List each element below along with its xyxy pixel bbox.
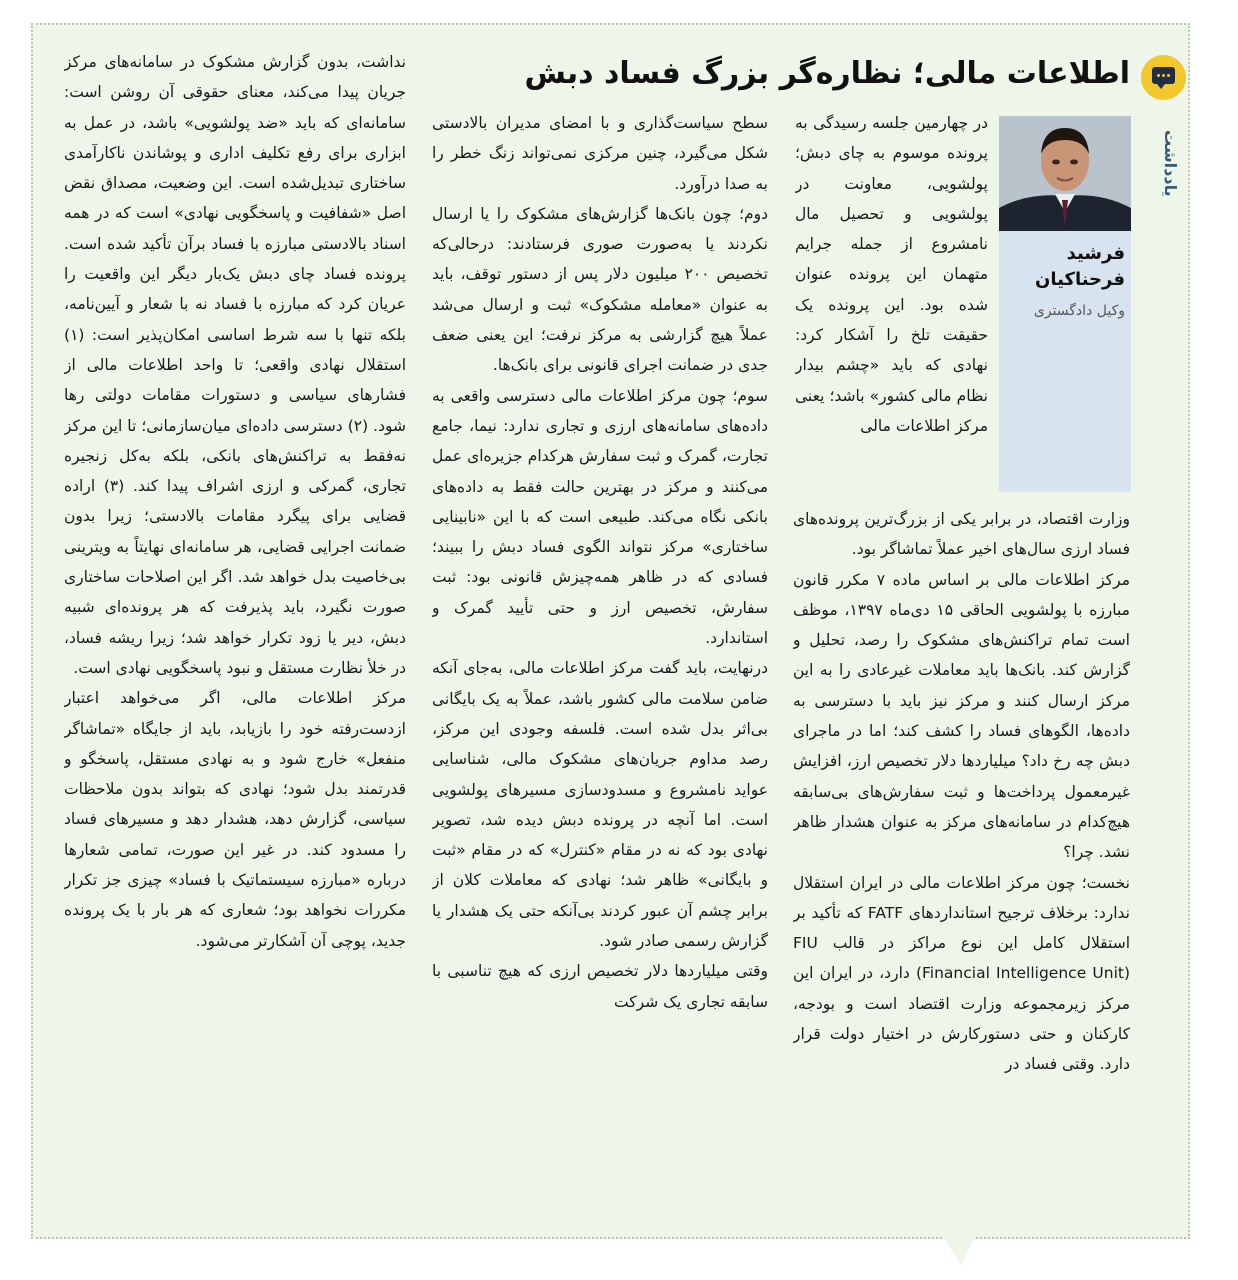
paragraph: مرکز اطلاعات مالی بر اساس ماده ۷ مکرر قانون مبارزه با پولشویی الحاقی ۱۵ دی‌ماه ۱۳۹۷، موظف است تمام تراکنش‌های مشکوک را رصد، تحلیل و گزارش کند. بانک‌ها باید معاملات غیرعادی را به این مرکز ارسال کنند و مرکز نیز باید با دسترسی به داده‌ها، الگوهای فساد را کشف کند؛ اما در ماجرای دبش چه رخ داد؟ میلیاردها دلار تخصیص ارز، افزایش غیرمعمول پرداخت‌ها و ثبت سفارش‌های بی‌سابقه هیچ‌کدام در سامانه‌های مرکز به عنوان هشدار ظاهر نشد. چرا؟ [793,570,1130,862]
paragraph: نخست؛ چون مرکز اطلاعات مالی در ایران استقلال ندارد: برخلاف ترجیح استانداردهای FATF که تأکید بر استقلال کامل این نوع مراکز در قالب FIU (Financial Intelligence Unit) دارد، در ایران این مرکز زیرمجموعه وزارت اقتصاد است و بودجه، کارکنان و حتی دستورکارش در اختیار دولت قرار دارد. وقتی فساد در [793,873,1130,1074]
chat-bubble-icon [1141,55,1186,100]
paragraph: درنهایت، باید گفت مرکز اطلاعات مالی، به‌جای آنکه ضامن سلامت مالی کشور باشد، عملاً به یک بایگانی بی‌اثر بدل شده است. فلسفه وجودی این مرکز، رصد مداوم جریان‌های مشکوک مالی، شناسایی عواید نامشروع و مسدودسازی مسیرهای پولشویی است. اما آنچه در پرونده دبش دیده شد، تصویر نهادی بود که نه در مقام «کنترل» که در مقام «ثبت و بایگانی» ظاهر شد؛ نهادی که معاملات کلان از برابر چشم آن عبور کردند بی‌آنکه حتی یک هشدار یا گزارش رسمی صادر شود. [432,659,768,951]
author-box [999,116,1131,492]
column-3 [64,47,406,1199]
paragraph: نداشت، بدون گزارش مشکوک در سامانه‌های مرکز جریان پیدا می‌کند، معنای حقوقی آن روشن است: سامانه‌ای که باید «ضد پولشویی» باشد، در عمل به ابزاری برای رفع تکلیف اداری و پوشاندن ناکارآمدی ساختاری تبدیل‌شده است. این وضعیت، مصداق نقض اصل «شفافیت و پاسخگویی نهادی» است که در همه اسناد بالادستی مبارزه با فساد برآن تأکید شده است. پرونده فساد چای دبش یک‌بار دیگر این واقعیت را عریان کرد که مبارزه با فساد نه با شعار و آیین‌نامه، بلکه تنها با سه شرط اساسی امکان‌پذیر است: (۱) استقلال نهادی واقعی؛ تا واحد اطلاعات مالی از فشارهای سیاسی و دستورات مقامات دولتی رها شود. (۲) دسترسی داده‌ای میان‌سازمانی؛ تا این مرکز نه‌فقط به تراکنش‌های بانکی، بلکه به‌کل زنجیره تجاری، گمرکی و ارزی اشراف پیدا کند. (۳) اراده قضایی برای پیگرد مقامات بالادستی؛ زیرا بدون ضمانت اجرایی قضایی، هر سامانه‌ای نهایتاً به ویترینی بی‌خاصیت بدل خواهد شد. اگر این اصلاحات ساختاری صورت نگیرد، باید پذیرفت که هر پرونده‌ای شبیه دبش، دیر یا زود تکرار خواهد شد؛ زیرا ریشه فساد، در خلأ نظارت مستقل و نبود پاسخگویی نهادی است. [64,53,406,677]
paragraph: در چهارمین جلسه رسیدگی به پرونده موسوم به چای دبش؛ پولشویی، معاونت در پولشویی و تحصیل مال نامشروع از جمله جرایم متهمان این پرونده عنوان شده بود. این پرونده یک حقیقت تلخ را آشکار کرد: نهادی که باید «چشم بیدار نظام مالی کشور» باشد؛ یعنی مرکز اطلاعات مالی [795,114,988,435]
paragraph: وزارت اقتصاد، در برابر یکی از بزرگ‌ترین پرونده‌های فساد ارزی سال‌های اخیر عملاً تماشاگر بود. [793,510,1130,559]
paragraph: سطح سیاست‌گذاری و با امضای مدیران بالادستی شکل می‌گیرد، چنین مرکزی نمی‌تواند زنگ خطر را به صدا درآورد. [432,114,768,193]
article-headline: اطلاعات مالی؛ نظاره‌گر بزرگ فساد دبش [524,56,1130,91]
section-tag: یادداشت [1161,129,1180,197]
paragraph: دوم؛ چون بانک‌ها گزارش‌های مشکوک را یا ارسال نکردند یا به‌صورت صوری فرستادند: درحالی‌که تخصیص ۲۰۰ میلیون دلار پس از دستور توقف، باید به عنوان «معامله مشکوک» ثبت و ارسال می‌شد عملاً هیچ گزارشی به مرکز نرفت؛ این یعنی ضعف جدی در ضمانت اجرای قانونی برای بانک‌ها. [432,204,768,375]
paragraph: مرکز اطلاعات مالی، اگر می‌خواهد اعتبار ازدست‌رفته خود را بازیابد، باید از جایگاه «تماشاگر منفعل» خارج شود و به نهادی مستقل، پاسخگو و قدرتمند بدل شود؛ نهادی که بتواند بدون ملاحظات سیاسی، گزارش دهد، هشدار دهد و مسیرهای فساد را مسدود کند. در غیر این صورت، تمامی شعارها درباره «مبارزه سیستماتیک با فساد» چیزی جز تکرار مکررات نخواهد بود؛ شعاری که هر بار با یک پرونده جدید، پوچی آن آشکارتر می‌شود. [64,689,406,950]
author-name: فرشید فرحناکیان [1035,243,1125,290]
paragraph: وقتی میلیاردها دلار تخصیص ارزی که هیچ تناسبی با سابقه تجاری یک شرکت [432,962,768,1011]
card-tail [943,1236,975,1266]
author-role: وکیل دادگستری [1033,303,1125,319]
column-2 [432,108,768,1198]
author-photo [999,116,1131,231]
column-1 [793,504,1130,1198]
column-1-intro [795,108,988,504]
paragraph: سوم؛ چون مرکز اطلاعات مالی دسترسی واقعی به داده‌های سامانه‌های ارزی و تجاری ندارد: نیما، جامع تجارت، گمرک و ثبت سفارش هرکدام جزیره‌ای عمل می‌کنند و مرکز در بهترین حالت فقط به داده‌های بانکی نگاه می‌کند. طبیعی است که با این «نابینایی ساختاری» مرکز نتواند الگوی فساد دبش را ببیند؛ فسادی که در ظاهر همه‌چیزش قانونی بود: ثبت سفارش، تخصیص ارز و حتی تأیید گمرک و استاندارد. [432,386,768,648]
